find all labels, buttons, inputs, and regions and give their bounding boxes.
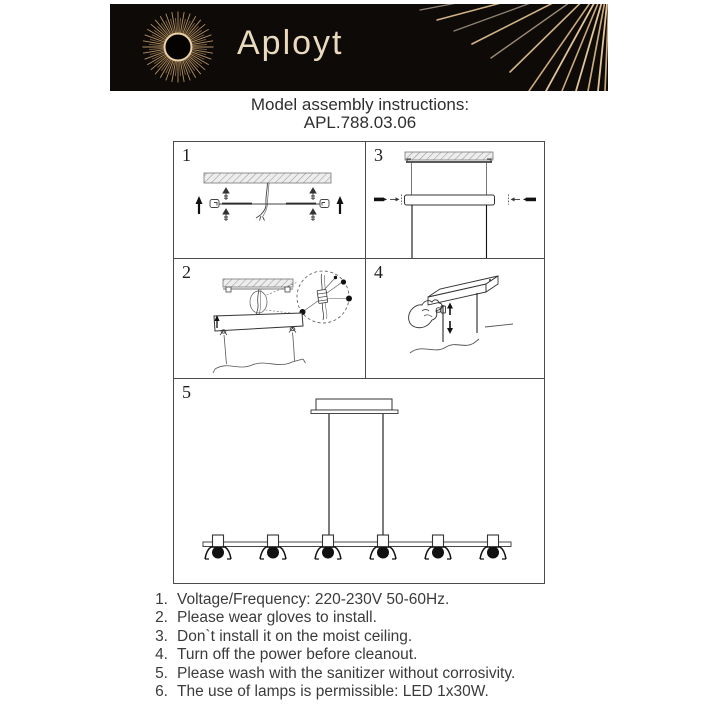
page-title: Model assembly instructions: bbox=[250, 95, 470, 114]
brand-banner bbox=[110, 4, 608, 91]
list-item bbox=[146, 628, 515, 646]
model-number: APL.788.03.06 bbox=[303, 113, 417, 132]
list-item bbox=[146, 591, 515, 609]
list-item-text: The use of lamps is permissible: LED 1x30W. bbox=[177, 682, 489, 700]
step-1-bracket-mount-diagram bbox=[174, 142, 365, 258]
step-panel-5 bbox=[174, 379, 544, 583]
step-panel-1 bbox=[174, 142, 365, 258]
list-item-number: 4. bbox=[155, 646, 168, 664]
list-item-text: Voltage/Frequency: 220-230V 50-60Hz. bbox=[177, 591, 450, 608]
list-item-text: Don`t install it on the moist ceiling. bbox=[177, 627, 413, 645]
step-number: 3 bbox=[374, 145, 383, 165]
step-5-assembled-fixture-diagram bbox=[174, 379, 544, 583]
list-item-text: Turn off the power before cleanout. bbox=[177, 646, 418, 664]
step-number: 5 bbox=[182, 382, 191, 402]
step-2-wiring-diagram bbox=[174, 259, 365, 378]
brand-logo-text: Aployt bbox=[237, 24, 344, 62]
step-panel-2 bbox=[174, 259, 365, 378]
step-panel-4 bbox=[366, 259, 544, 378]
safety-notes-list bbox=[146, 591, 515, 701]
banner-rays-decoration bbox=[420, 4, 608, 91]
list-item-number: 3. bbox=[155, 627, 168, 645]
list-item-number: 5. bbox=[155, 664, 168, 682]
step-panel-3 bbox=[366, 142, 544, 258]
list-item bbox=[146, 609, 515, 627]
list-item bbox=[146, 683, 515, 701]
sunburst-center bbox=[166, 35, 190, 59]
assembly-steps-table bbox=[173, 141, 545, 584]
list-item-number: 2. bbox=[155, 609, 168, 627]
step-number: 4 bbox=[374, 262, 383, 282]
list-item bbox=[146, 646, 515, 664]
step-number: 1 bbox=[182, 145, 191, 165]
spotlight-heads bbox=[205, 535, 506, 559]
banner-art bbox=[110, 4, 608, 91]
step-4-height-adjust-diagram bbox=[366, 259, 544, 378]
list-item-number: 6. bbox=[155, 682, 168, 700]
list-item-number: 1. bbox=[155, 591, 168, 608]
list-item bbox=[146, 665, 515, 683]
list-item-text: Please wear gloves to install. bbox=[177, 609, 377, 627]
list-item-text: Please wash with the sanitizer without corrosivity. bbox=[177, 664, 516, 682]
step-number: 2 bbox=[182, 262, 191, 282]
step-3-canopy-screws-diagram bbox=[366, 142, 544, 258]
